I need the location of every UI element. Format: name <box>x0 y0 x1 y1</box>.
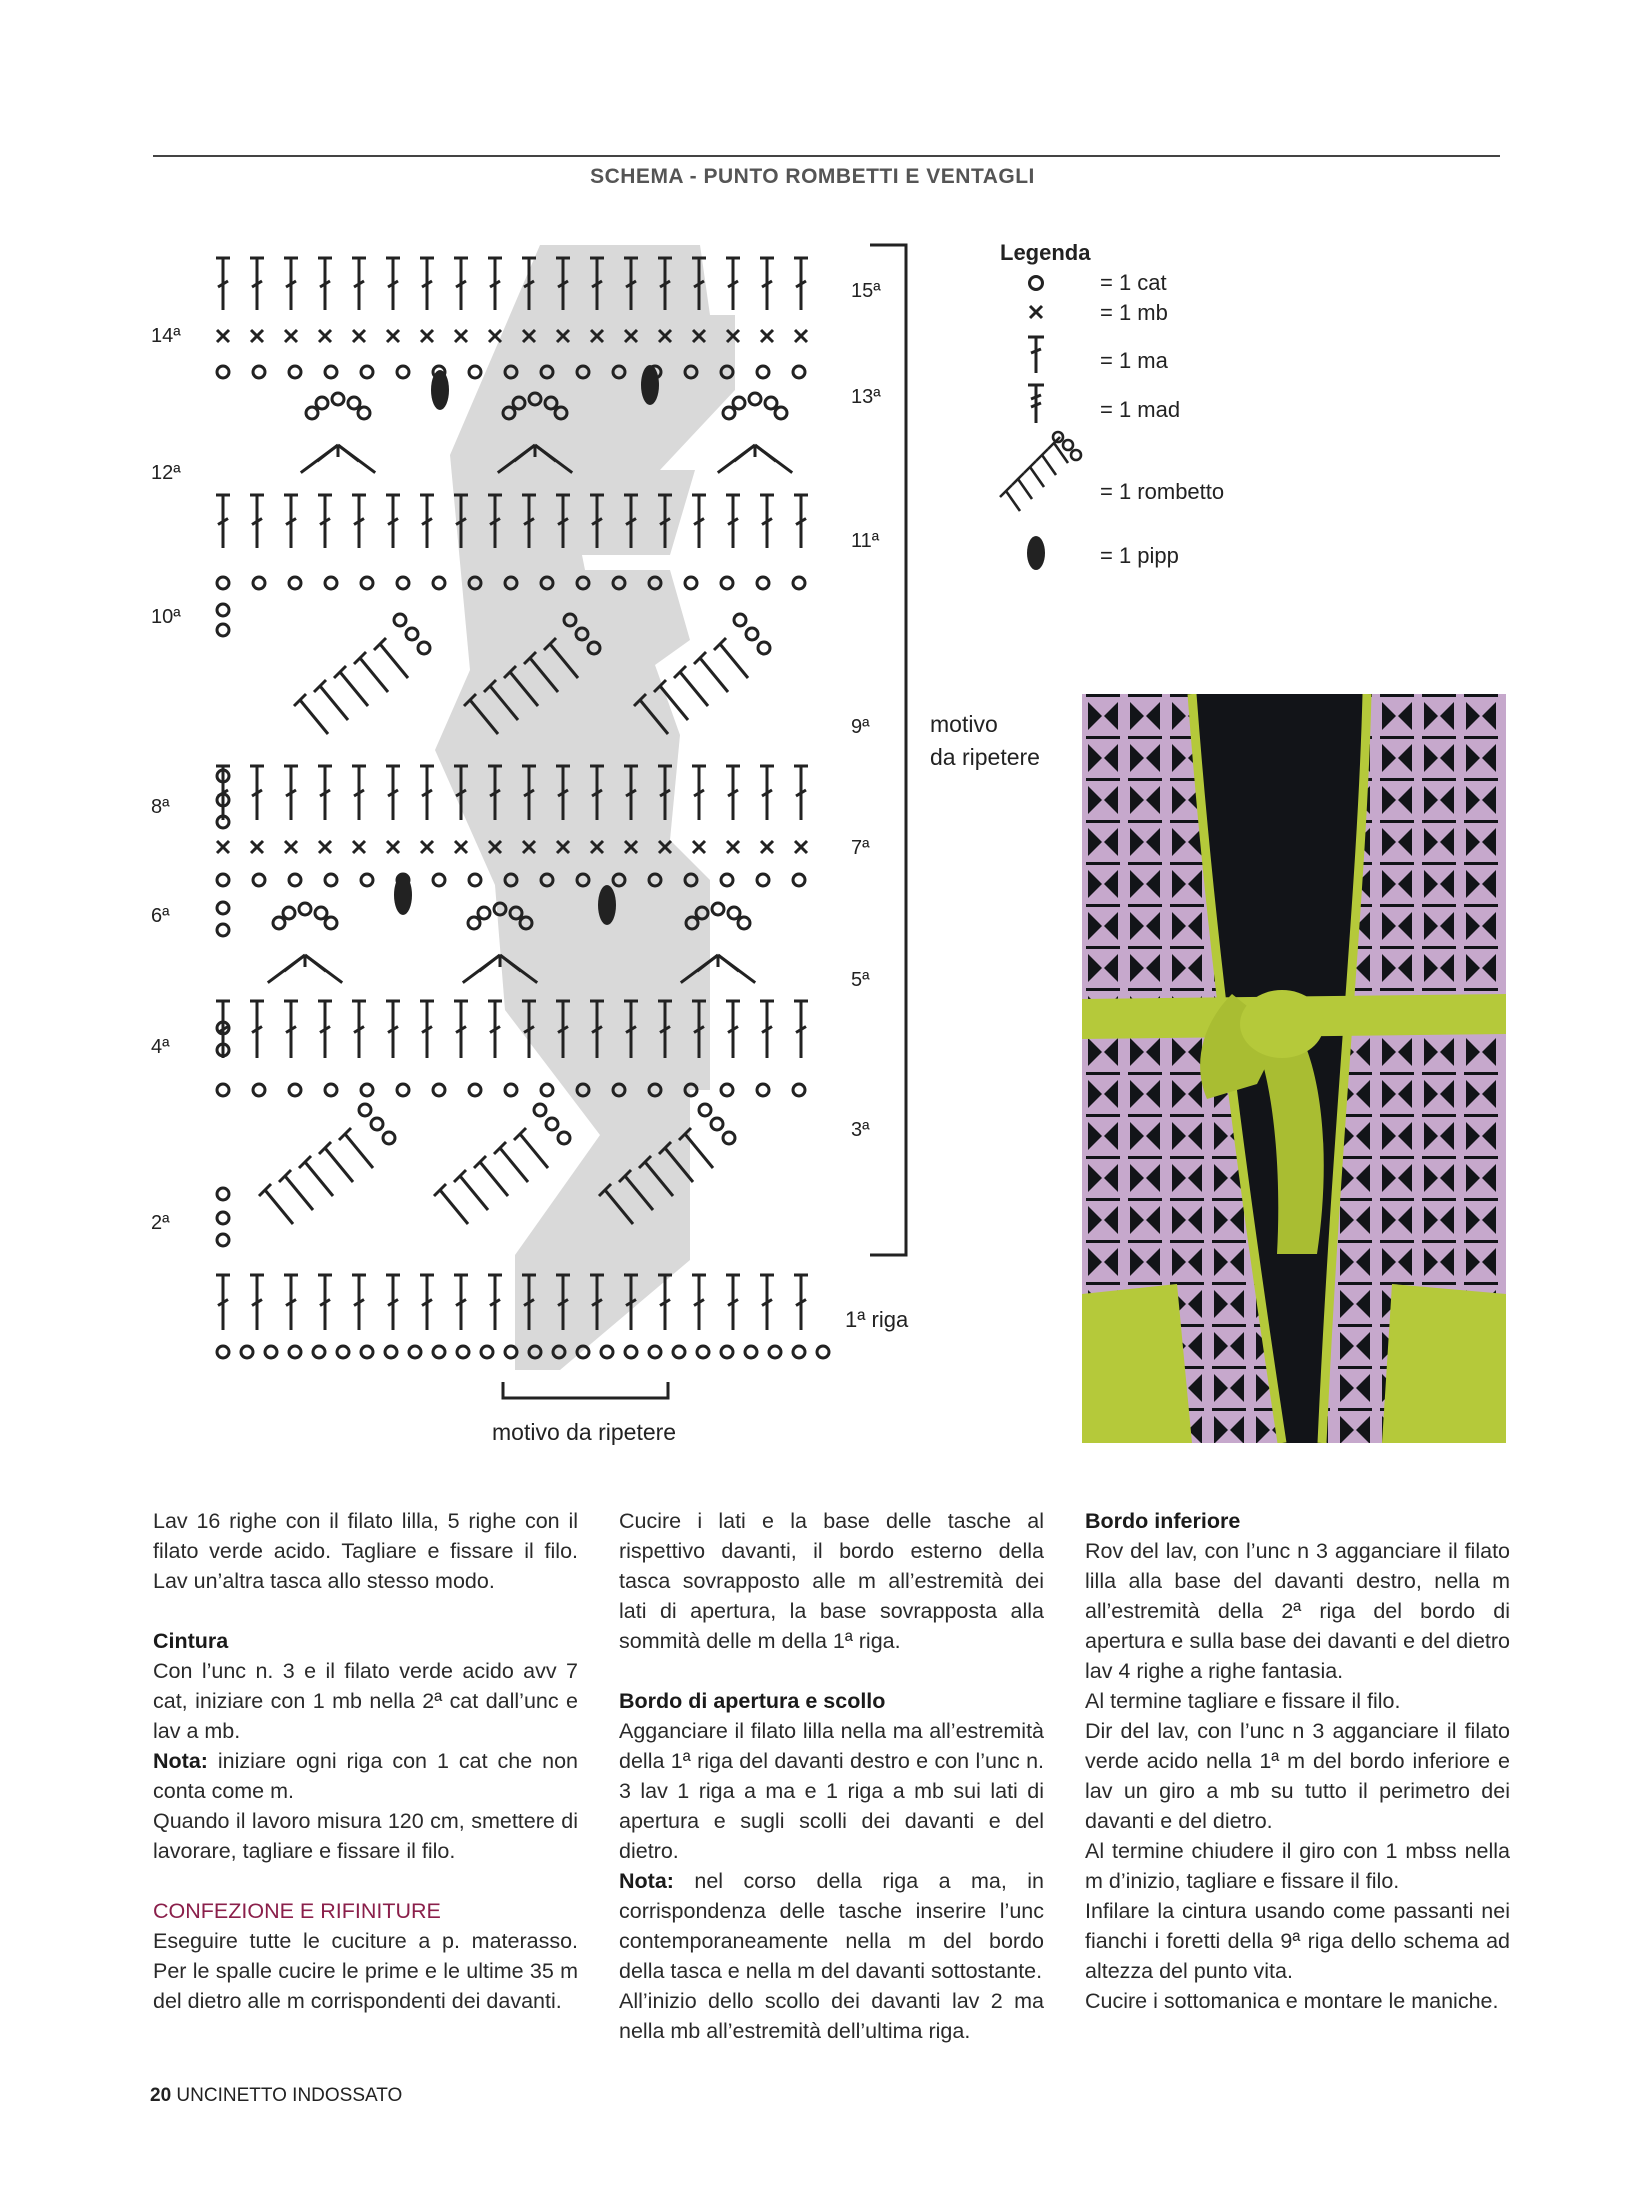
row-label-14: 14ª <box>151 325 181 347</box>
nota-label: Nota: <box>153 1749 208 1773</box>
rombetto-stitch <box>340 672 368 706</box>
chain-stitch <box>253 874 265 886</box>
chain-stitch <box>361 1346 373 1358</box>
chain-stitch <box>289 1346 301 1358</box>
rombetto-stitch <box>480 1162 508 1196</box>
chain-stitch <box>385 1346 397 1358</box>
chain-stitch <box>332 393 344 405</box>
row-label-13: 13ª <box>851 386 881 408</box>
col3-paragraph-2: Al termine tagliare e fissare il filo. <box>1085 1689 1401 1713</box>
motivo-right-line2: da ripetere <box>930 744 1040 770</box>
chain-stitch <box>394 614 406 626</box>
chain-stitch <box>289 366 301 378</box>
pipp-stitch <box>431 370 449 410</box>
chain-stitch <box>649 1346 661 1358</box>
chain-stitch <box>749 393 761 405</box>
row-label-11: 11ª <box>851 530 880 552</box>
chain-stitch <box>361 577 373 589</box>
garment-photo <box>1082 694 1506 1443</box>
chain-stitch <box>253 577 265 589</box>
chain-stitch <box>558 1132 570 1144</box>
rombetto-icon <box>1000 432 1081 511</box>
chain-stitch <box>217 902 229 914</box>
chain-stitch <box>361 1084 373 1096</box>
chain-stitch <box>723 407 735 419</box>
col1-paragraph-2: Con l’unc n. 3 e il filato verde acido avv 7 cat, iniziare con 1 mb nella 2ª cat dall’unc e lav a mb. <box>153 1659 578 1743</box>
chain-stitch <box>313 1346 325 1358</box>
row-label-9: 9ª <box>851 716 870 738</box>
chain-stitch <box>757 366 769 378</box>
col3-paragraph-6: Cucire i sottomanica e montare le maniche. <box>1085 1989 1499 2013</box>
legend-item-mb: = 1 mb <box>1100 300 1168 325</box>
chain-stitch <box>217 874 229 886</box>
chain-stitch <box>757 874 769 886</box>
chain-stitch <box>433 874 445 886</box>
text-column-3 <box>1085 1506 1510 2016</box>
rombetto-stitch <box>345 1134 373 1168</box>
chain-stitch <box>712 903 724 915</box>
chain-stitch <box>757 1084 769 1096</box>
pipp-icon <box>1027 536 1045 570</box>
chain-stitch <box>728 907 740 919</box>
schema-title: SCHEMA - PUNTO ROMBETTI E VENTAGLI <box>590 165 1035 188</box>
chain-stitch <box>757 577 769 589</box>
row-label-3: 3ª <box>851 1119 870 1141</box>
chain-stitch <box>325 1084 337 1096</box>
legend-item-rombetto: = 1 rombetto <box>1100 479 1225 504</box>
chain-stitch <box>397 366 409 378</box>
chain-stitch <box>793 874 805 886</box>
nota-label: Nota: <box>619 1869 674 1893</box>
chain-stitch <box>733 397 745 409</box>
chain-stitch <box>316 397 328 409</box>
chain-stitch <box>433 1084 445 1096</box>
col1-paragraph-1: Lav 16 righe con il filato lilla, 5 righe con il filato verde acido. Tagliare e fissare il filo. Lav un’altra tasca allo stesso modo. <box>153 1509 578 1593</box>
rombetto-stitch <box>380 644 408 678</box>
rombetto-stitch <box>440 1190 468 1224</box>
col3-paragraph-1: Rov del lav, con l’unc n 3 agganciare il filato lilla alla base del davanti destro, nella m all’estremità della 2ª riga del bordo di apertura e sulla base dei davanti e del dietro lav 4 righe a righe fantasia. <box>1085 1539 1510 1683</box>
chain-stitch <box>793 577 805 589</box>
motivo-right-line1: motivo <box>930 711 998 737</box>
chain-stitch <box>721 874 733 886</box>
bracket-bottom <box>503 1382 668 1398</box>
chain-stitch <box>217 604 229 616</box>
row-label-4: 4ª <box>151 1036 170 1058</box>
chain-stitch <box>361 874 373 886</box>
chain-stitch <box>721 1084 733 1096</box>
chain-stitch <box>469 1084 481 1096</box>
fan-stitch <box>338 445 375 473</box>
chain-stitch <box>325 917 337 929</box>
row-label-10: 10ª <box>151 606 181 628</box>
chain-stitch <box>289 1084 301 1096</box>
legend-title: Legenda <box>1000 240 1091 265</box>
chain-stitch <box>469 874 481 886</box>
chain-stitch <box>721 1346 733 1358</box>
chain-stitch <box>433 577 445 589</box>
rombetto-stitch <box>680 672 708 706</box>
col2-paragraph-1: Cucire i lati e la base delle tasche al rispettivo davanti, il bordo esterno della tasca sovrapposto alle m all’estremità dei lati di apertura, la base sovrapposta alla sommità delle m della 1ª riga. <box>619 1509 1044 1653</box>
treble-crochet-icon <box>1028 385 1044 423</box>
row-label-1: 1ª riga <box>845 1307 909 1332</box>
heading-bordo-inferiore: Bordo inferiore <box>1085 1509 1241 1533</box>
nota-text: iniziare ogni riga con 1 cat che non conta come m. <box>153 1749 578 1803</box>
chain-stitch <box>457 1346 469 1358</box>
chain-stitch <box>793 1084 805 1096</box>
chain-stitch <box>299 903 311 915</box>
chain-stitch <box>481 1346 493 1358</box>
chain-stitch <box>817 1346 829 1358</box>
rombetto-stitch <box>720 644 748 678</box>
chain-stitch <box>505 1084 517 1096</box>
fan-stitch <box>479 955 500 971</box>
col1-nota <box>153 1746 578 1806</box>
fan-stitch <box>284 955 305 971</box>
rombetto-stitch <box>700 658 728 692</box>
motivo-bottom-label: motivo da ripetere <box>492 1419 677 1445</box>
chain-stitch <box>758 642 770 654</box>
chain-stitch <box>745 1346 757 1358</box>
fan-stitch <box>317 445 338 461</box>
rombetto-stitch <box>360 658 388 692</box>
crochet-chart <box>140 235 940 1435</box>
chain-stitch <box>601 1346 613 1358</box>
col2-paragraph-3: All’inizio dello scollo dei davanti lav 2 ma nella mb all’estremità dell’ultima riga. <box>619 1989 1044 2043</box>
chain-stitch <box>765 397 777 409</box>
chain-stitch <box>383 1132 395 1144</box>
chain-stitch <box>217 366 229 378</box>
chain-stitch <box>217 1084 229 1096</box>
chain-stitch <box>397 1084 409 1096</box>
legend-item-mad: = 1 mad <box>1100 397 1181 422</box>
chain-stitch <box>217 1346 229 1358</box>
rombetto-stitch <box>460 1176 488 1210</box>
col3-paragraph-3: Dir del lav, con l’unc n 3 agganciare il filato verde acido nella 1ª m del bordo inferiore e lav un giro a mb su tutto il perimetro dei davanti e del dietro. <box>1085 1719 1510 1833</box>
col2-paragraph-2: Agganciare il filato lilla nella ma all’estremità della 1ª riga del davanti destro e con l’unc n. 3 lav 1 riga a ma e 1 riga a mb sui lati di apertura e sugli scolli dei davanti e del dietro. <box>619 1719 1044 1863</box>
rombetto-stitch <box>500 1148 528 1182</box>
rombetto-stitch <box>520 1134 548 1168</box>
text-column-1 <box>153 1506 578 2016</box>
chain-stitch <box>711 1118 723 1130</box>
legend-item-ma: = 1 ma <box>1100 348 1168 373</box>
chain-stitch <box>361 366 373 378</box>
rombetto-stitch <box>285 1176 313 1210</box>
chain-stitch <box>746 628 758 640</box>
chain-stitch <box>253 366 265 378</box>
fan-stitch <box>718 955 755 983</box>
heading-cintura: Cintura <box>153 1629 229 1653</box>
rombetto-stitch <box>320 686 348 720</box>
row-label-7: 7ª <box>851 837 870 859</box>
chain-stitch <box>685 577 697 589</box>
chain-stitch <box>699 1104 711 1116</box>
chain-stitch <box>273 917 285 929</box>
chain-stitch <box>793 366 805 378</box>
double-crochet-icon <box>1028 337 1044 373</box>
rombetto-stitch <box>300 700 328 734</box>
pipp-stitch <box>394 875 412 915</box>
fan-stitch <box>305 955 342 983</box>
chain-stitch <box>315 907 327 919</box>
col3-paragraph-4: Al termine chiudere il giro con 1 mbss nella m d’inizio, tagliare e fissare il filo. <box>1085 1839 1510 1893</box>
chain-stitch <box>769 1346 781 1358</box>
motivo-right-label <box>930 708 1040 774</box>
chain-stitch <box>359 1104 371 1116</box>
chain-stitch <box>348 397 360 409</box>
page-footer <box>150 2085 402 2107</box>
chain-stitch <box>541 1084 553 1096</box>
chain-stitch <box>217 577 229 589</box>
chain-stitch <box>397 577 409 589</box>
chain-stitch <box>793 1346 805 1358</box>
legend-item-cat: = 1 cat <box>1100 270 1167 295</box>
row-label-2: 2ª <box>151 1212 170 1234</box>
chain-stitch <box>337 1346 349 1358</box>
row-label-6: 6ª <box>151 905 170 927</box>
chain-stitch <box>325 874 337 886</box>
chain-stitch <box>217 624 229 636</box>
chain-stitch <box>217 1234 229 1246</box>
chain-stitch <box>371 1118 383 1130</box>
row-label-12: 12ª <box>151 462 181 484</box>
chain-stitch <box>546 1118 558 1130</box>
row-label-5: 5ª <box>851 969 870 991</box>
chain-stitch <box>253 1084 265 1096</box>
legend-icons <box>990 265 1100 585</box>
row-label-8: 8ª <box>151 796 170 818</box>
fan-stitch <box>755 445 792 473</box>
chain-stitch <box>625 1346 637 1358</box>
chain-stitch <box>306 407 318 419</box>
rombetto-stitch <box>265 1190 293 1224</box>
chain-stitch <box>433 1346 445 1358</box>
chain-stitch <box>325 577 337 589</box>
chain-stitch <box>697 1346 709 1358</box>
col1-paragraph-3: Quando il lavoro misura 120 cm, smettere di lavorare, tagliare e fissare il filo. <box>153 1809 578 1863</box>
chain-stitch <box>738 917 750 929</box>
chain-icon <box>1030 277 1043 290</box>
chain-stitch <box>418 642 430 654</box>
chain-stitch <box>217 1188 229 1200</box>
single-crochet-icon <box>1030 306 1042 318</box>
chain-stitch <box>409 1346 421 1358</box>
pipp-stitch <box>598 885 616 925</box>
text-column-2 <box>619 1506 1044 2046</box>
chain-stitch <box>283 907 295 919</box>
col2-nota <box>619 1866 1044 1986</box>
chain-stitch <box>534 1104 546 1116</box>
row-label-15: 15ª <box>851 280 881 302</box>
magazine-name: UNCINETTO INDOSSATO <box>176 2085 403 2106</box>
rombetto-stitch <box>305 1162 333 1196</box>
chain-stitch <box>478 907 490 919</box>
chain-stitch <box>289 874 301 886</box>
chain-stitch <box>734 614 746 626</box>
chain-stitch <box>469 366 481 378</box>
col1-paragraph-4: Eseguire tutte le cuciture a p. materasso. Per le spalle cucire le prime e le ultime 35 m del dietro alle m corrispondenti dei davanti. <box>153 1929 578 2013</box>
nota-text: nel corso della riga a ma, in corrispondenza delle tasche inserire l’unc contemporaneamente nella m del bordo della tasca e nella m del davanti sottostante. <box>619 1869 1044 1983</box>
chain-stitch <box>775 407 787 419</box>
chain-stitch <box>265 1346 277 1358</box>
heading-bordo-apertura: Bordo di apertura e scollo <box>619 1689 886 1713</box>
chain-stitch <box>723 1132 735 1144</box>
legend-item-pipp: = 1 pipp <box>1100 543 1179 568</box>
pipp-stitch <box>641 365 659 405</box>
chain-stitch <box>217 1212 229 1224</box>
header-rule <box>153 155 1500 157</box>
chain-stitch <box>289 577 301 589</box>
page-number: 20 <box>150 2085 172 2106</box>
chain-stitch <box>241 1346 253 1358</box>
chain-stitch <box>721 577 733 589</box>
chain-stitch <box>406 628 418 640</box>
chain-stitch <box>673 1346 685 1358</box>
rombetto-stitch <box>325 1148 353 1182</box>
chain-stitch <box>217 924 229 936</box>
chain-stitch <box>468 917 480 929</box>
heading-confezione: CONFEZIONE E RIFINITURE <box>153 1899 441 1923</box>
col3-paragraph-5: Infilare la cintura usando come passanti nei fianchi i foretti della 9ª riga dello schema ad altezza del punto vita. <box>1085 1899 1510 1983</box>
chain-stitch <box>358 407 370 419</box>
chain-stitch <box>325 366 337 378</box>
fan-stitch <box>734 445 755 461</box>
